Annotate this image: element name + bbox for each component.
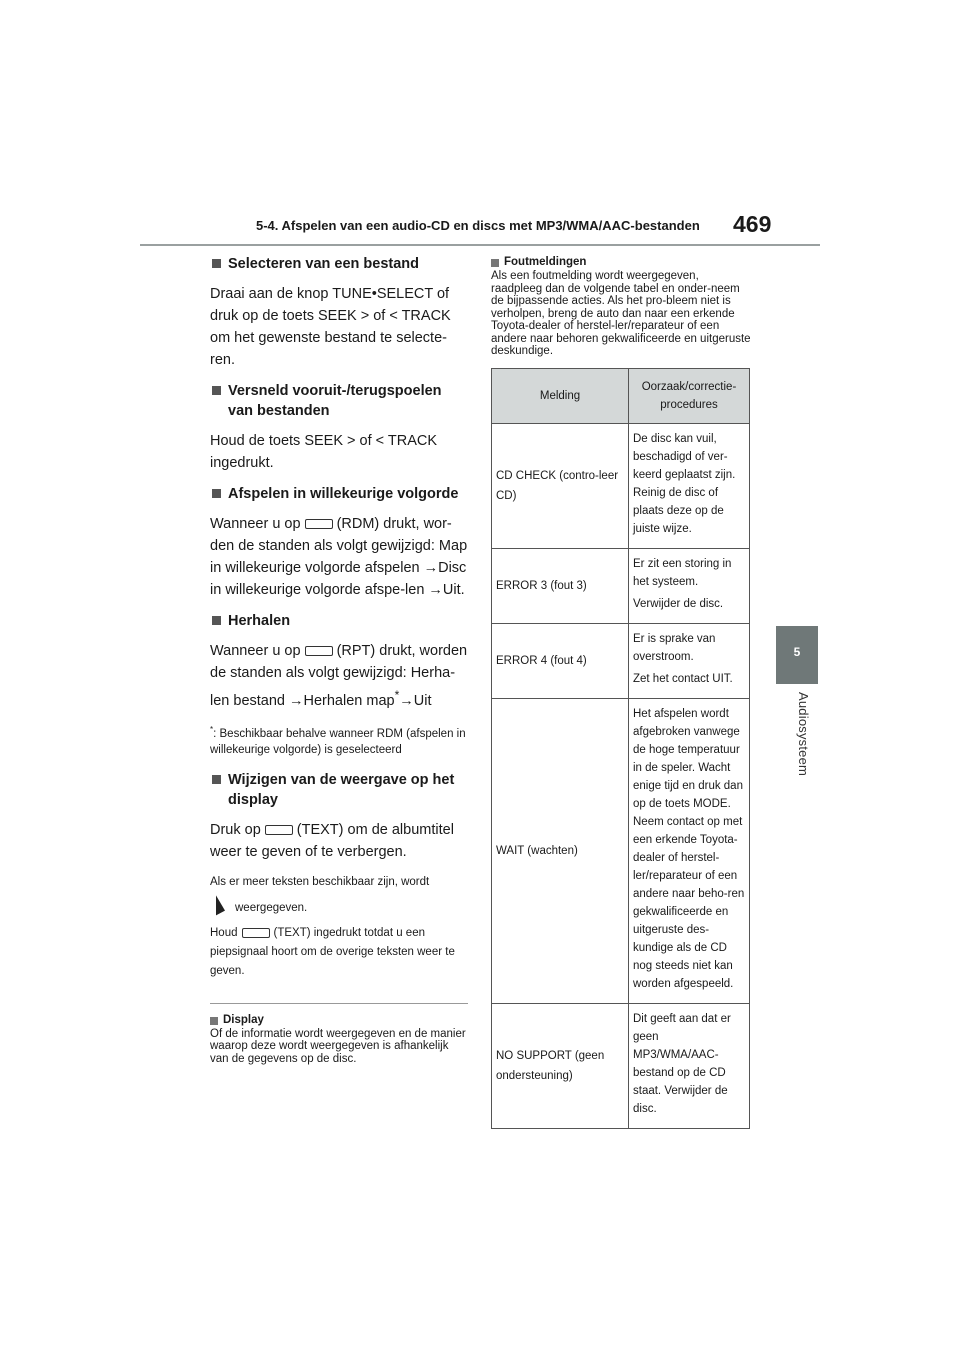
footnote-mark: * (210, 724, 214, 734)
section-body-select: Draai aan de knop TUNE•SELECT of druk op de toets SEEK > of < TRACK om het gewenste bestand te selecte-ren. (210, 286, 451, 368)
error-cause (629, 548, 750, 623)
action-text: Verwijder de disc. (633, 597, 724, 610)
section-heading-select: Selecteren van een bestand (210, 254, 470, 274)
more-text-indicator-icon (216, 895, 225, 920)
display-note-1: Als er meer teksten beschikbaar zijn, wordt (210, 875, 430, 888)
errors-subheading: Foutmeldingen (491, 256, 751, 268)
repeat-body-end: →Uit (399, 692, 432, 709)
cause-text: Dit geeft aan dat er geen MP3/WMA/AAC-bestand op de CD staat. Verwijder de disc. (633, 1012, 731, 1115)
error-message: WAIT (wachten) (492, 698, 629, 1003)
section-heading-repeat: Herhalen (210, 611, 470, 631)
error-message: ERROR 4 (fout 4) (492, 623, 629, 698)
chapter-label: Audiosysteem (796, 692, 811, 777)
table-header-row (492, 368, 750, 423)
display-note-2 (210, 924, 470, 981)
error-cause (629, 623, 750, 698)
table-row (492, 423, 750, 548)
display-body-rest: (TEXT) om de albumtitel weer te geven of te verbergen. (210, 821, 454, 860)
display-body-start: Druk op (210, 821, 261, 838)
error-message: ERROR 3 (fout 3) (492, 548, 629, 623)
display-note-1b (210, 898, 470, 918)
col-header-oorzaak: Oorzaak/correctie-procedures (629, 368, 750, 423)
random-body-start: Wanneer u op (210, 516, 301, 532)
repeat-asterisk: * (394, 688, 400, 702)
table-row (492, 623, 750, 698)
table-row (492, 698, 750, 1003)
footnote (210, 722, 470, 758)
errors-subbody: Als een foutmelding wordt weergegeven, raadpleeg dan de volgende tabel en onder-neem de bijpassende acties. Als het pro-bleem niet is verholpen, breng de auto dan naar een erkende Toyota-dealer of herstel-ler/reparateur of een andere naar behoren gekwalificeerde en uitgeruste deskundige. (491, 270, 751, 357)
rdm-button-icon (305, 519, 333, 529)
random-body-rest: (RDM) drukt, wor-den de standen als volgt gewijzigd: Map in willekeurige volgorde afspelen →Disc in willekeurige volgorde afspe-len →Uit. (210, 516, 468, 598)
display-note-2-start: Houd (210, 926, 238, 939)
page-number: 469 (733, 211, 772, 237)
section-body-random (210, 513, 470, 601)
header-title: 5-4. Afspelen van een audio-CD en discs met MP3/WMA/AAC-bestanden (256, 218, 700, 233)
repeat-body-start: Wanneer u op (210, 643, 301, 659)
repeat-body-rest: (RPT) drukt, worden de standen als volgt gewijzigd: Herha-len bestand →Herhalen map (210, 643, 468, 709)
display-note-1-end: weergegeven. (235, 901, 308, 914)
display-subbody: Of de informatie wordt weergegeven en de manier waarop deze wordt weergegeven is afhankelijk van de gegevens op de disc. (210, 1027, 466, 1065)
chapter-tab: 5 (776, 626, 818, 684)
section-heading-random: Afspelen in willekeurige volgorde (210, 484, 470, 504)
cause-text: De disc kan vuil, beschadigd of ver-keerd geplaatst zijn. Reinig de disc of plaats deze op de juiste wijze. (633, 432, 736, 535)
cause-text: Het afspelen wordt afgebroken vanwege de hoge temperatuur in de speler. Wacht enige tijd en druk dan op de toets MODE. Neem contact op met een erkende Toyota-dealer of herstel-ler/reparateur of een andere naar beho-ren gekwalificeerde en uitgeruste des-kundige als de CD nog steeds niet kan worden afgespeeld. (633, 707, 745, 990)
right-column (491, 256, 751, 1129)
error-message: NO SUPPORT (geen ondersteuning) (492, 1003, 629, 1128)
action-text: Zet het contact UIT. (633, 672, 733, 685)
table-row (492, 1003, 750, 1128)
rpt-button-icon (305, 646, 333, 656)
display-subheading: Display (210, 1014, 470, 1026)
col-header-melding: Melding (492, 368, 629, 423)
cause-text: Er is sprake van overstroom. (633, 632, 716, 663)
error-cause (629, 423, 750, 548)
section-body-repeat (210, 640, 470, 712)
error-table (491, 368, 750, 1129)
footnote-text: : Beschikbaar behalve wanneer RDM (afspelen in willekeurige volgorde) is geselecteerd (210, 727, 466, 756)
error-message: CD CHECK (contro-leer CD) (492, 423, 629, 548)
section-body-seek: Houd de toets SEEK > of < TRACK ingedrukt. (210, 433, 438, 471)
header-rule (140, 244, 820, 246)
table-row (492, 548, 750, 623)
text-button-icon-2 (242, 928, 270, 938)
cause-text: Er zit een storing in het systeem. (633, 557, 732, 588)
section-heading-display: Wijzigen van de weergave op het display (210, 770, 470, 810)
section-divider (210, 1003, 468, 1004)
left-column (210, 254, 470, 1065)
section-heading-seek: Versneld vooruit-/terugspoelen van bestanden (210, 381, 470, 421)
section-body-display (210, 819, 470, 863)
display-note-2-rest: (TEXT) ingedrukt totdat u een piepsignaal hoort om de overige teksten weer te geven. (210, 926, 455, 977)
error-cause (629, 698, 750, 1003)
error-cause (629, 1003, 750, 1128)
text-button-icon (265, 825, 293, 835)
